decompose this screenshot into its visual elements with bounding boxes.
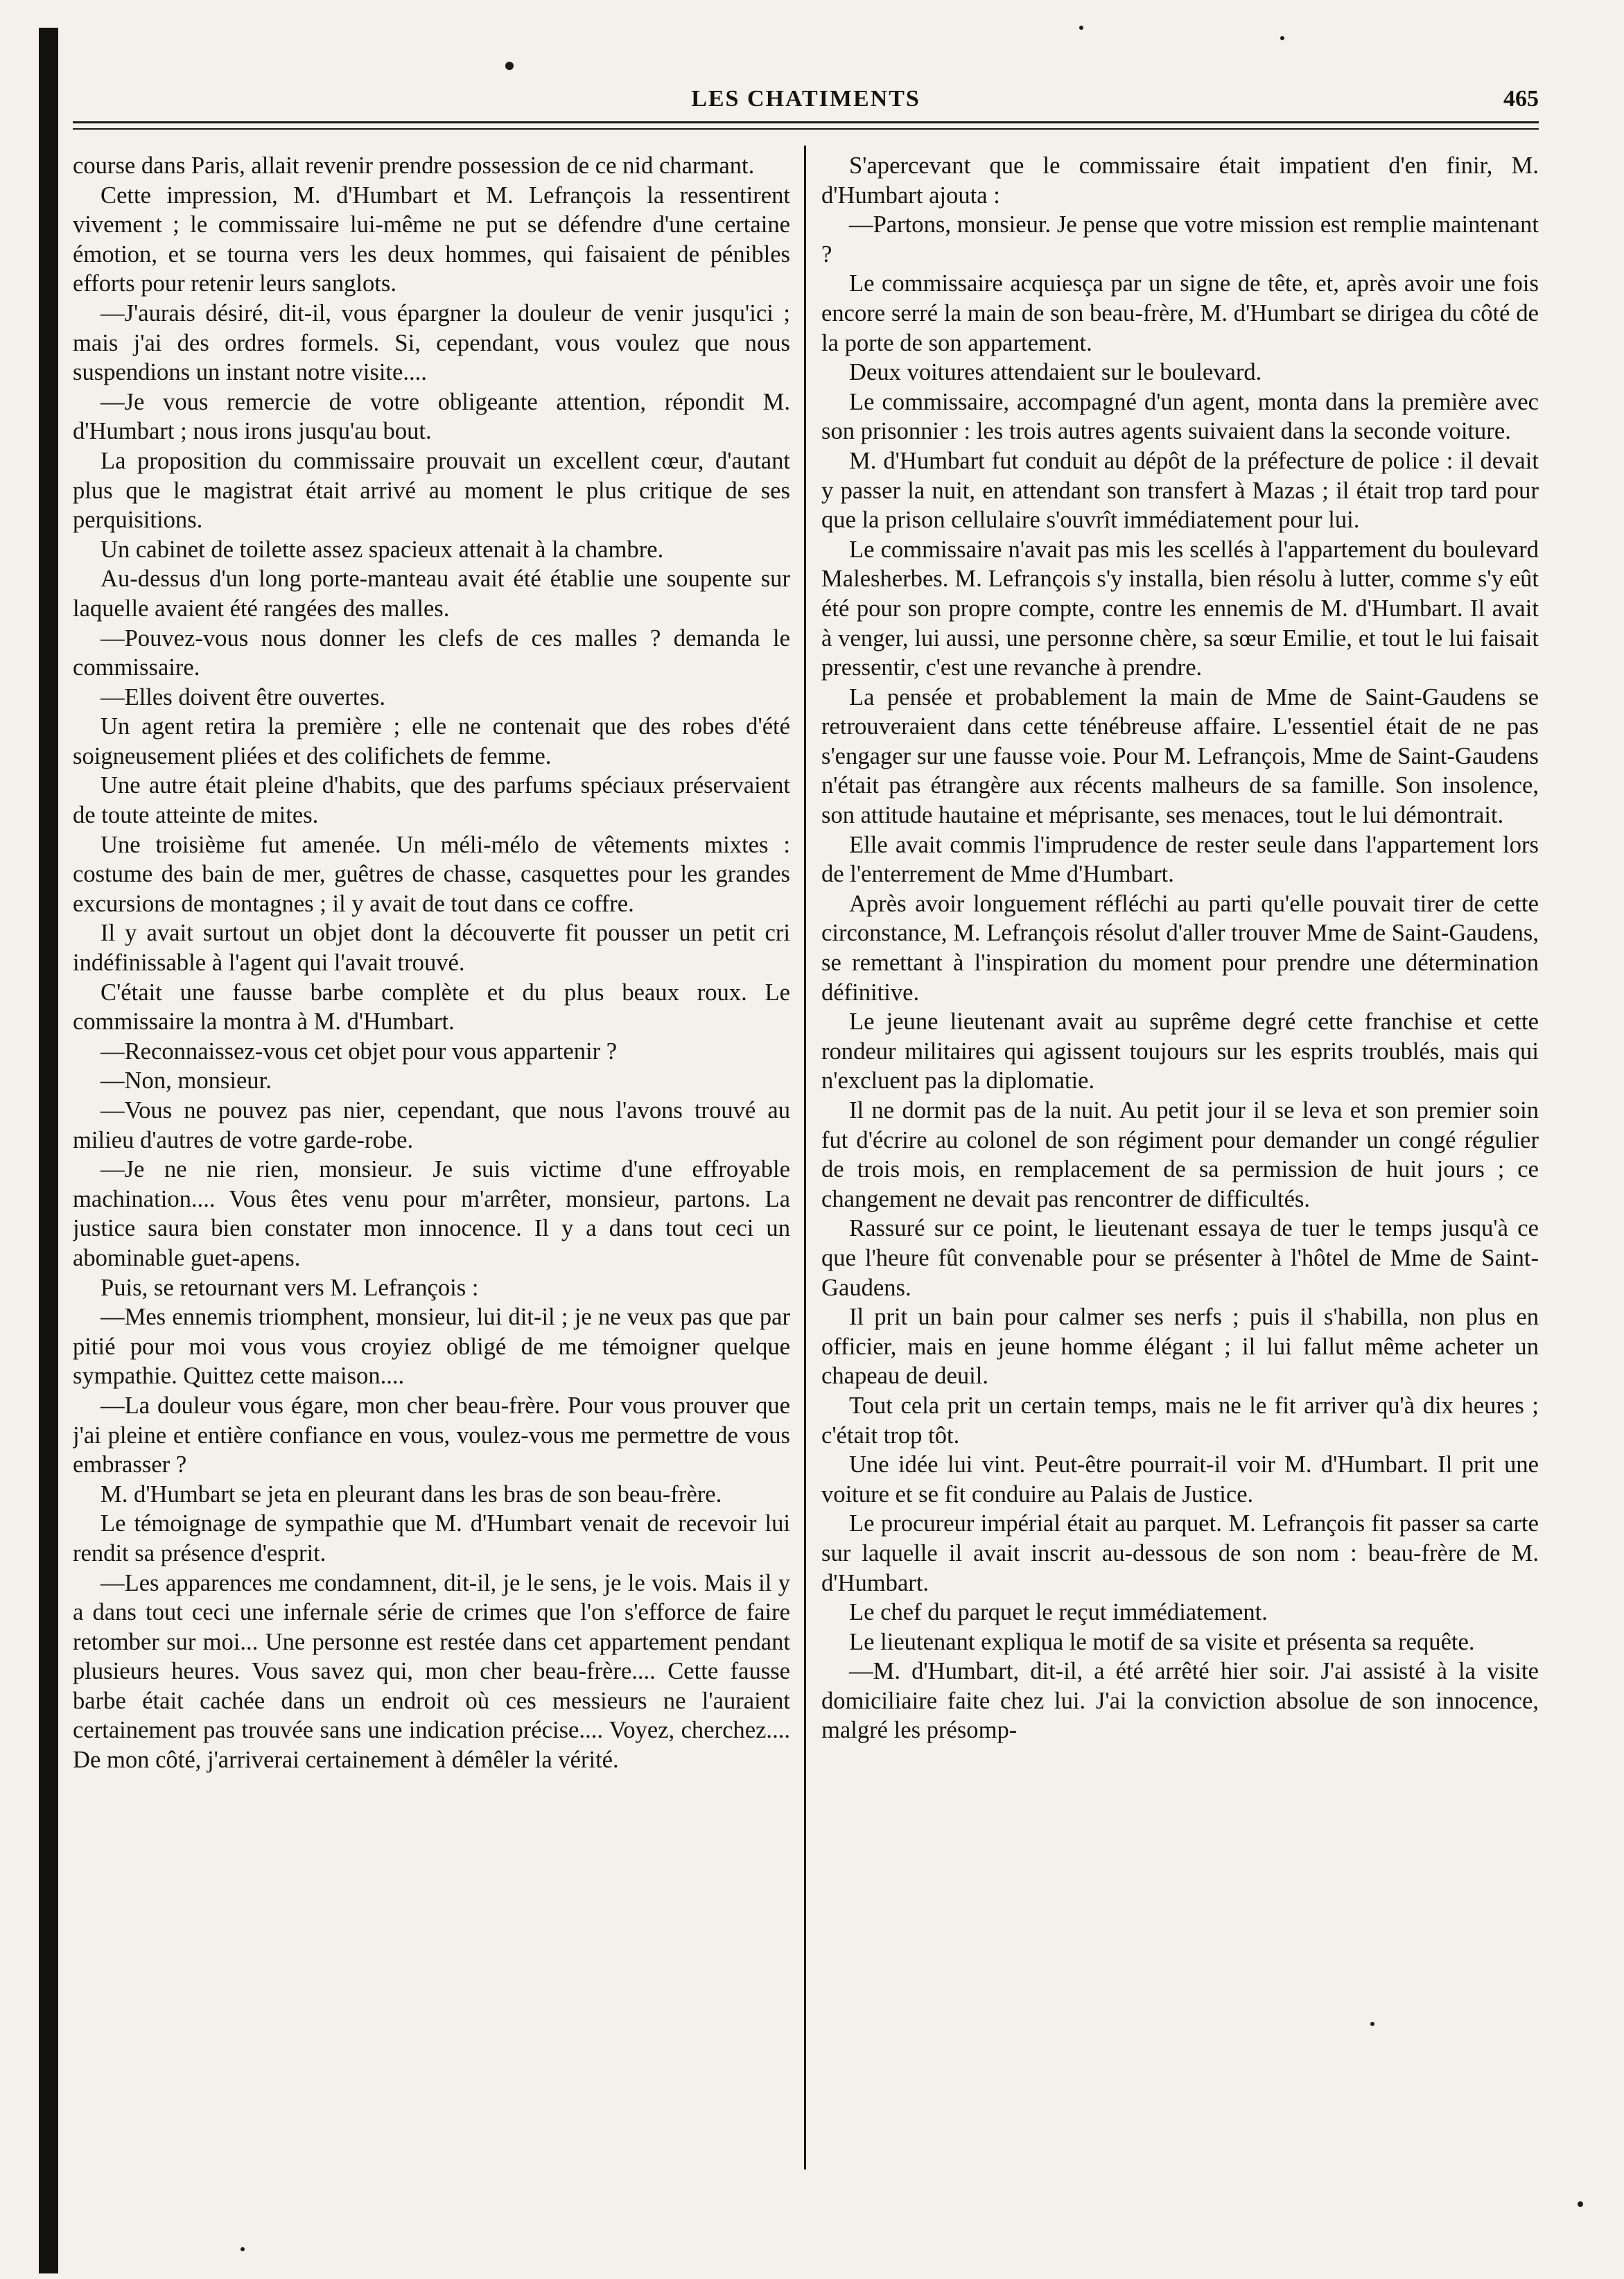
running-title: LES CHATIMENTS <box>691 86 920 112</box>
paragraph: Une troisième fut amenée. Un méli-mélo de vêtements mixtes : costume des bain de mer, guêtres de chasse, casquettes pour les grandes excursions de montagnes ; il y avait de tout dans ce coffre. <box>73 831 790 917</box>
paragraph: —La douleur vous égare, mon cher beau-frère. Pour vous prouver que j'ai pleine et entière confiance en vous, voulez-vous me permettre de vous embrasser ? <box>73 1392 790 1478</box>
paragraph: Il ne dormit pas de la nuit. Au petit jour il se leva et son premier soin fut d'écrire au colonel de son régiment pour demander un congé régulier de trois mois, en remplacement de sa permission de huit jours ; ce changement ne devait pas rencontrer de difficultés. <box>821 1097 1539 1212</box>
paragraph: Puis, se retournant vers M. Lefrançois : <box>101 1274 479 1301</box>
paragraph: —Vous ne pouvez pas nier, cependant, que nous l'avons trouvé au milieu d'autres de votre garde-robe. <box>73 1097 790 1153</box>
paragraph: Le procureur impérial était au parquet. M. Lefrançois fit passer sa carte sur laquelle il avait inscrit au-dessous de son nom : beau-frère de M. d'Humbart. <box>821 1510 1539 1596</box>
paragraph: Le commissaire n'avait pas mis les scellés à l'appartement du boulevard Malesherbes. M. Lefrançois s'y installa, bien résolu à lutter, comme s'y eût été pour son propre compte, contre les ennemis de M. d'Humbart. Il avait à venger, lui aussi, une personne chère, sa sœur Emilie, et tout le lui faisait pressentir, c'est une revanche à prendre. <box>821 536 1539 681</box>
paragraph: —Partons, monsieur. Je pense que votre mission est remplie maintenant ? <box>821 211 1539 268</box>
page-number: 465 <box>1503 86 1539 112</box>
paragraph: Une idée lui vint. Peut-être pourrait-il voir M. d'Humbart. Il prit une voiture et se fit conduire au Palais de Justice. <box>821 1451 1539 1508</box>
paragraph: M. d'Humbart se jeta en pleurant dans les bras de son beau-frère. <box>101 1481 722 1508</box>
paragraph: La proposition du commissaire prouvait un excellent cœur, d'autant plus que le magistrat était arrivé au moment le plus critique de ses perquisitions. <box>73 447 790 534</box>
ink-speck <box>505 62 514 70</box>
ink-speck <box>241 2247 245 2251</box>
paragraph: Le jeune lieutenant avait au suprême degré cette franchise et cette rondeur militaires qui agissent toujours sur les esprits troublés, mais qui n'excluent pas la diplomatie. <box>821 1008 1539 1094</box>
paragraph: Le lieutenant expliqua le motif de sa visite et présenta sa requête. <box>849 1628 1475 1655</box>
paragraph: —Reconnaissez-vous cet objet pour vous appartenir ? <box>101 1038 618 1065</box>
paragraph: Deux voitures attendaient sur le boulevard. <box>849 359 1262 386</box>
paragraph: —Les apparences me condamnent, dit-il, je le sens, je le vois. Mais il y a dans tout ceci une infernale série de crimes que l'on s'efforce de faire retomber sur moi... Une personne est restée dans cet appartement pendant plusieurs heures. Vous savez qui, mon cher beau-frère.... Cette fausse barbe était cachée dans un endroit où ces messieurs ne l'auraient certainement pas trouvée sans une indication précise.... Voyez, cherchez.... De mon côté, j'arriverai certainement à démêler la vérité. <box>73 1569 790 1774</box>
paragraph: Le commissaire acquiesça par un signe de tête, et, après avoir une fois encore serré la main de son beau-frère, M. d'Humbart se dirigea du côté de la porte de son appartement. <box>821 270 1539 356</box>
left-column <box>73 151 790 2175</box>
ink-speck <box>1280 36 1284 40</box>
paragraph: —Je ne nie rien, monsieur. Je suis victime d'une effroyable machination.... Vous êtes venu pour m'arrêter, monsieur, partons. La justice saura bien constater mon innocence. Il y a dans tout ceci un abominable guet-apens. <box>73 1156 790 1271</box>
column-divider <box>804 146 806 2169</box>
header-rule-thin <box>73 128 1539 130</box>
paragraph: —Pouvez-vous nous donner les clefs de ces malles ? demanda le commissaire. <box>73 625 790 681</box>
binding-edge <box>39 28 58 2273</box>
paragraph: C'était une fausse barbe complète et du plus beaux roux. Le commissaire la montra à M. d'Humbart. <box>73 979 790 1036</box>
paragraph: Tout cela prit un certain temps, mais ne le fit arriver qu'à dix heures ; c'était trop tôt. <box>821 1392 1539 1449</box>
paragraph: Cette impression, M. d'Humbart et M. Lefrançois la ressentirent vivement ; le commissaire lui-même ne put se défendre d'une certaine émotion, et se tourna vers les deux hommes, qui faisaient de pénibles efforts pour retenir leurs sanglots. <box>73 182 790 297</box>
paragraph: Une autre était pleine d'habits, que des parfums spéciaux préservaient de toute atteinte de mites. <box>73 772 790 829</box>
paragraph: —M. d'Humbart, dit-il, a été arrêté hier soir. J'ai assisté à la visite domiciliaire faite chez lui. J'ai la conviction absolue de son innocence, malgré les présomp- <box>821 1658 1539 1744</box>
paragraph: course dans Paris, allait revenir prendre possession de ce nid charmant. <box>73 152 755 179</box>
paragraph: —J'aurais désiré, dit-il, vous épargner la douleur de venir jusqu'ici ; mais j'ai des ordres formels. Si, cependant, vous voulez que nous suspendions un instant notre visite.... <box>73 299 790 386</box>
paragraph: —Je vous remercie de votre obligeante attention, répondit M. d'Humbart ; nous irons jusqu'au bout. <box>73 388 790 445</box>
ink-speck <box>1578 2201 1583 2207</box>
header-rule <box>73 121 1539 123</box>
page-header <box>73 76 1539 132</box>
paragraph: —Non, monsieur. <box>101 1067 272 1094</box>
paragraph: Le chef du parquet le reçut immédiatement. <box>849 1599 1268 1626</box>
paragraph: La pensée et probablement la main de Mme de Saint-Gaudens se retrouveraient dans cette ténébreuse affaire. L'essentiel était de ne pas s'engager sur une fausse voie. Pour M. Lefrançois, Mme de Saint-Gaudens n'était pas étrangère aux récents malheurs de sa famille. Son insolence, son attitude hautaine et méprisante, ses menaces, tout le lui démontrait. <box>821 683 1539 829</box>
paragraph: Le témoignage de sympathie que M. d'Humbart venait de recevoir lui rendit sa présence d'esprit. <box>73 1510 790 1566</box>
paragraph: Rassuré sur ce point, le lieutenant essaya de tuer le temps jusqu'à ce que l'heure fût convenable pour se présenter à l'hôtel de Mme de Saint-Gaudens. <box>821 1215 1539 1301</box>
paragraph: S'apercevant que le commissaire était impatient d'en finir, M. d'Humbart ajouta : <box>821 152 1539 209</box>
right-column <box>821 151 1539 2175</box>
paragraph: Après avoir longuement réfléchi au parti qu'elle pouvait tirer de cette circonstance, M. Lefrançois résolut d'aller trouver Mme de Saint-Gaudens, se remettant à l'inspiration du moment pour prendre une détermination définitive. <box>821 890 1539 1006</box>
paragraph: Il y avait surtout un objet dont la découverte fit pousser un petit cri indéfinissable à l'agent qui l'avait trouvé. <box>73 920 790 977</box>
paragraph: Un cabinet de toilette assez spacieux attenait à la chambre. <box>101 536 664 563</box>
paragraph: M. d'Humbart fut conduit au dépôt de la préfecture de police : il devait y passer la nuit, en attendant son transfert à Mazas ; il était trop tard pour que la prison cellulaire s'ouvrît immédiatement pour lui. <box>821 447 1539 534</box>
paragraph: Au-dessus d'un long porte-manteau avait été établie une soupente sur laquelle avaient été rangées des malles. <box>73 566 790 622</box>
ink-speck <box>1079 26 1083 30</box>
paragraph: Un agent retira la première ; elle ne contenait que des robes d'été soigneusement pliées et des colifichets de femme. <box>73 713 790 769</box>
paragraph: Elle avait commis l'imprudence de rester seule dans l'appartement lors de l'enterrement de Mme d'Humbart. <box>821 831 1539 888</box>
paragraph: —Mes ennemis triomphent, monsieur, lui dit-il ; je ne veux pas que par pitié pour moi vous vous croyiez obligé de me témoigner quelque sympathie. Quittez cette maison.... <box>73 1304 790 1390</box>
paragraph: Le commissaire, accompagné d'un agent, monta dans la première avec son prisonnier : les trois autres agents suivaient dans la seconde voiture. <box>821 388 1539 445</box>
paragraph: —Elles doivent être ouvertes. <box>101 683 385 710</box>
paragraph: Il prit un bain pour calmer ses nerfs ; puis il s'habilla, non plus en officier, mais en jeune homme élégant ; il lui fallut même acheter un chapeau de deuil. <box>821 1304 1539 1390</box>
